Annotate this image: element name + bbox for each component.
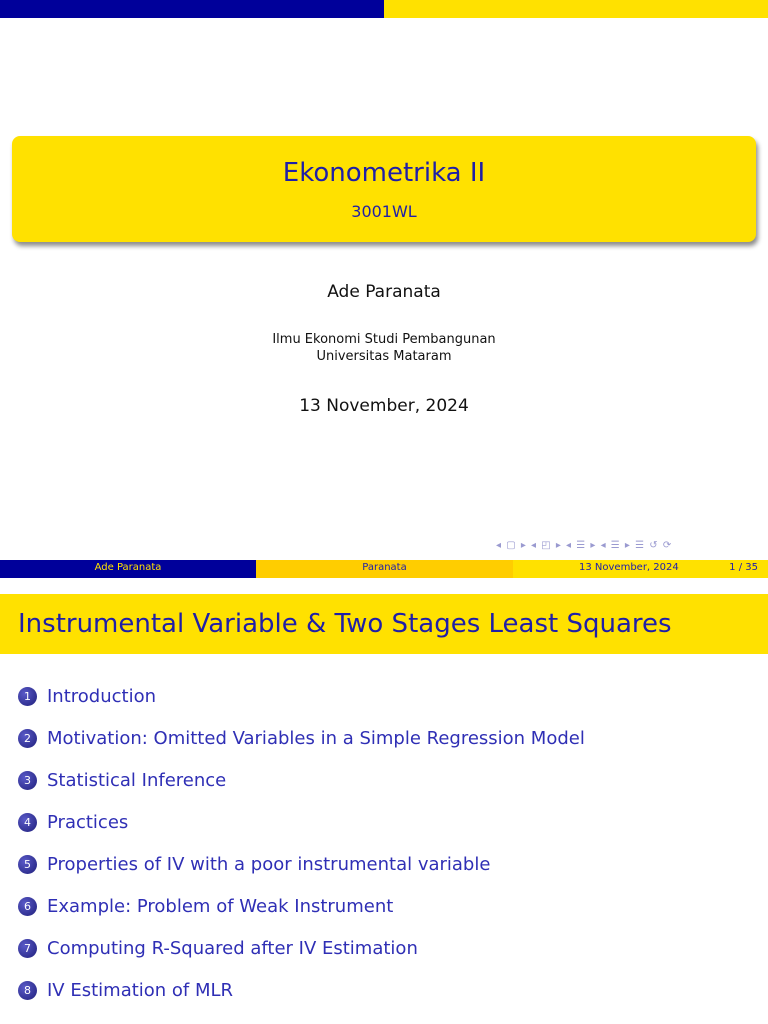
footer-date-page (513, 560, 768, 578)
toc-number-ball: 7 (18, 939, 37, 958)
footer-author: Ade Paranata (0, 560, 256, 578)
toc-item[interactable] (18, 978, 233, 1002)
toc-label: IV Estimation of MLR (47, 979, 234, 1001)
toc-item[interactable] (18, 726, 585, 750)
toc-number-ball: 1 (18, 687, 37, 706)
footer-date: 13 November, 2024 (579, 562, 679, 573)
title-block (12, 136, 756, 242)
toc-number-ball: 2 (18, 729, 37, 748)
beamer-navigation-symbols[interactable]: ◂ ▢ ▸ ◂ ◰ ▸ ◂ ☰ ▸ ◂ ☰ ▸ ☰ ↺ ⟳ (496, 540, 673, 551)
toc-number-ball: 4 (18, 813, 37, 832)
toc-label: Introduction (47, 685, 157, 707)
frame-title: Instrumental Variable & Two Stages Least Squares (0, 594, 768, 654)
toc-label: Computing R-Squared after IV Estimation (47, 937, 418, 959)
author-name: Ade Paranata (327, 282, 441, 302)
toc-label: Example: Problem of Weak Instrument (47, 895, 394, 917)
toc-number-ball: 8 (18, 981, 37, 1000)
presentation-subtitle: 3001WL (351, 202, 417, 221)
toc-item[interactable] (18, 894, 393, 918)
toc-number-ball: 5 (18, 855, 37, 874)
headline-right-segment (384, 0, 768, 18)
toc-item[interactable] (18, 852, 490, 876)
toc-item[interactable] (18, 810, 128, 834)
presentation-title: Ekonometrika II (282, 158, 486, 188)
toc-item[interactable] (18, 684, 156, 708)
institute (0, 331, 768, 365)
toc-label: Motivation: Omitted Variables in a Simple Regression Model (47, 727, 585, 749)
toc-number-ball: 3 (18, 771, 37, 790)
toc-item[interactable] (18, 768, 226, 792)
footer-page-number: 1 / 35 (729, 562, 758, 573)
top-headline-bar (0, 0, 768, 18)
footer-short-title: Paranata (256, 560, 513, 578)
institute-line-2: Universitas Mataram (316, 349, 452, 364)
toc-label: Practices (47, 811, 129, 833)
institute-line-1: Ilmu Ekonomi Studi Pembangunan (272, 332, 496, 347)
toc-label: Properties of IV with a poor instrumental variable (47, 853, 491, 875)
toc-label: Statistical Inference (47, 769, 227, 791)
headline-left-segment (0, 0, 384, 18)
toc-number-ball: 6 (18, 897, 37, 916)
footline-bar (0, 560, 768, 578)
outline-slide (0, 578, 768, 1024)
presentation-date: 13 November, 2024 (299, 396, 469, 416)
toc-item[interactable] (18, 936, 418, 960)
